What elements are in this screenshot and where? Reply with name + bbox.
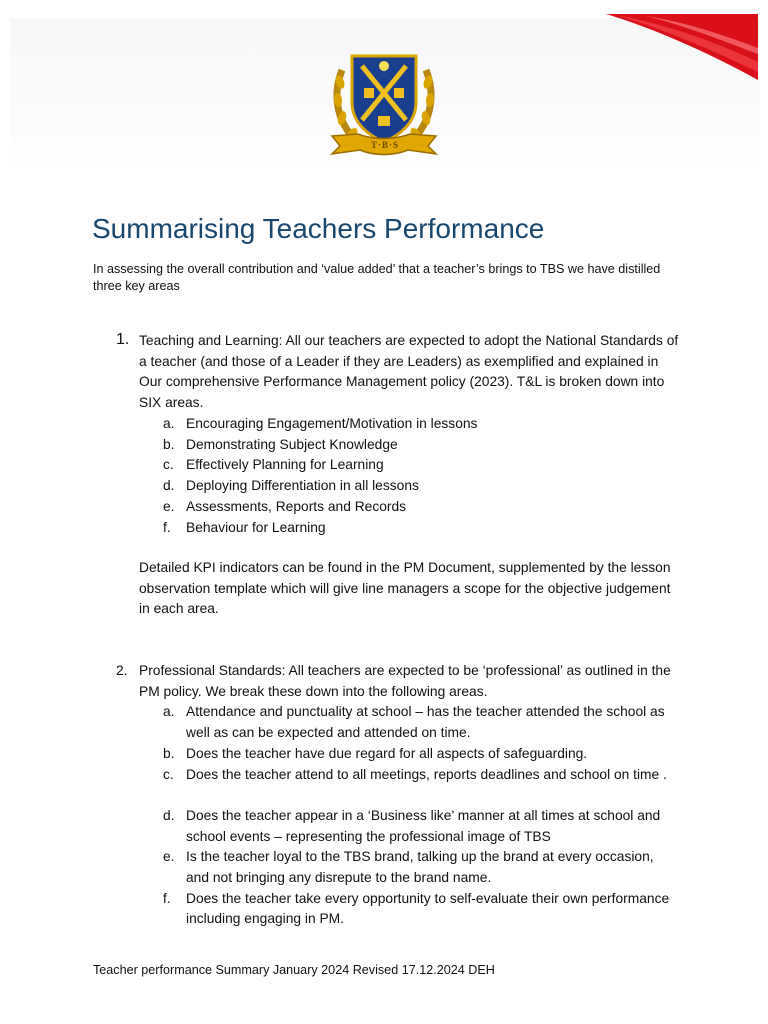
page-title: Summarising Teachers Performance	[92, 213, 545, 244]
list-item-text: Does the teacher attend to all meetings, reports deadlines and school on time .	[186, 766, 667, 782]
kpi-note: Detailed KPI indicators can be found in the PM Document, supplemented by the lesson observation template which will give line managers a scope for the objective judgement in each area.	[139, 560, 671, 617]
red-swoosh-decoration	[606, 12, 762, 82]
list-item-letter: b.	[163, 436, 175, 452]
section-text: Teaching and Learning: All our teachers are expected to adopt the National Standards of a teacher (and those of a Leader if they are Leaders) as exemplified and explained in Our comprehensive Performance Management policy (2023). T&L is broken down into SIX areas.	[139, 333, 679, 411]
list-item-text: Demonstrating Subject Knowledge	[186, 436, 398, 452]
page-footer: Teacher performance Summary January 2024 Revised 17.12.2024 DEH	[93, 963, 495, 977]
section-number: 2.	[116, 663, 128, 678]
list-item-text: Does the teacher have due regard for all aspects of safeguarding.	[186, 745, 588, 761]
list-item-letter: e.	[163, 498, 175, 514]
list-item-letter: f.	[163, 890, 171, 906]
list-item-text: Does the teacher take every opportunity to self-evaluate their own performance including engaging in PM.	[186, 890, 670, 927]
list-item-letter: e.	[163, 849, 175, 865]
list-item-text: Does the teacher appear in a ‘Business like’ manner at all times at school and school events – representing the professional image of TBS	[186, 807, 661, 844]
list-item-letter: c.	[163, 457, 174, 473]
list-item-text: Behaviour for Learning	[186, 519, 326, 535]
list-item-letter: c.	[163, 766, 174, 782]
section-text: Professional Standards: All teachers are expected to be ‘professional’ as outlined in the PM policy. We break these down into the following areas.	[139, 663, 671, 699]
list-item-letter: f.	[163, 519, 171, 535]
list-item-text: Is the teacher loyal to the TBS brand, talking up the brand at every occasion, and not bringing any disrepute to the brand name.	[186, 849, 654, 885]
list-item-letter: a.	[163, 416, 175, 431]
list-item-text: Assessments, Reports and Records	[186, 498, 407, 514]
list-item-letter: b.	[163, 745, 175, 761]
list-item-letter: a.	[163, 704, 175, 720]
list-item-text: Effectively Planning for Learning	[186, 457, 384, 473]
list-item-letter: d.	[163, 478, 175, 494]
list-item-text: Encouraging Engagement/Motivation in lessons	[186, 416, 478, 431]
list-item-text: Deploying Differentiation in all lessons	[186, 478, 419, 494]
section-number: 1.	[116, 331, 130, 348]
list-item-text: Attendance and punctuality at school – has the teacher attended the school as well as can be expected and attended on time.	[186, 704, 665, 741]
intro-paragraph: In assessing the overall contribution and ‘value added’ that a teacher’s brings to TBS we have distilled three key areas	[93, 262, 661, 293]
list-item-letter: d.	[163, 807, 175, 823]
crest-ribbon-text: T·B·S	[370, 140, 399, 150]
